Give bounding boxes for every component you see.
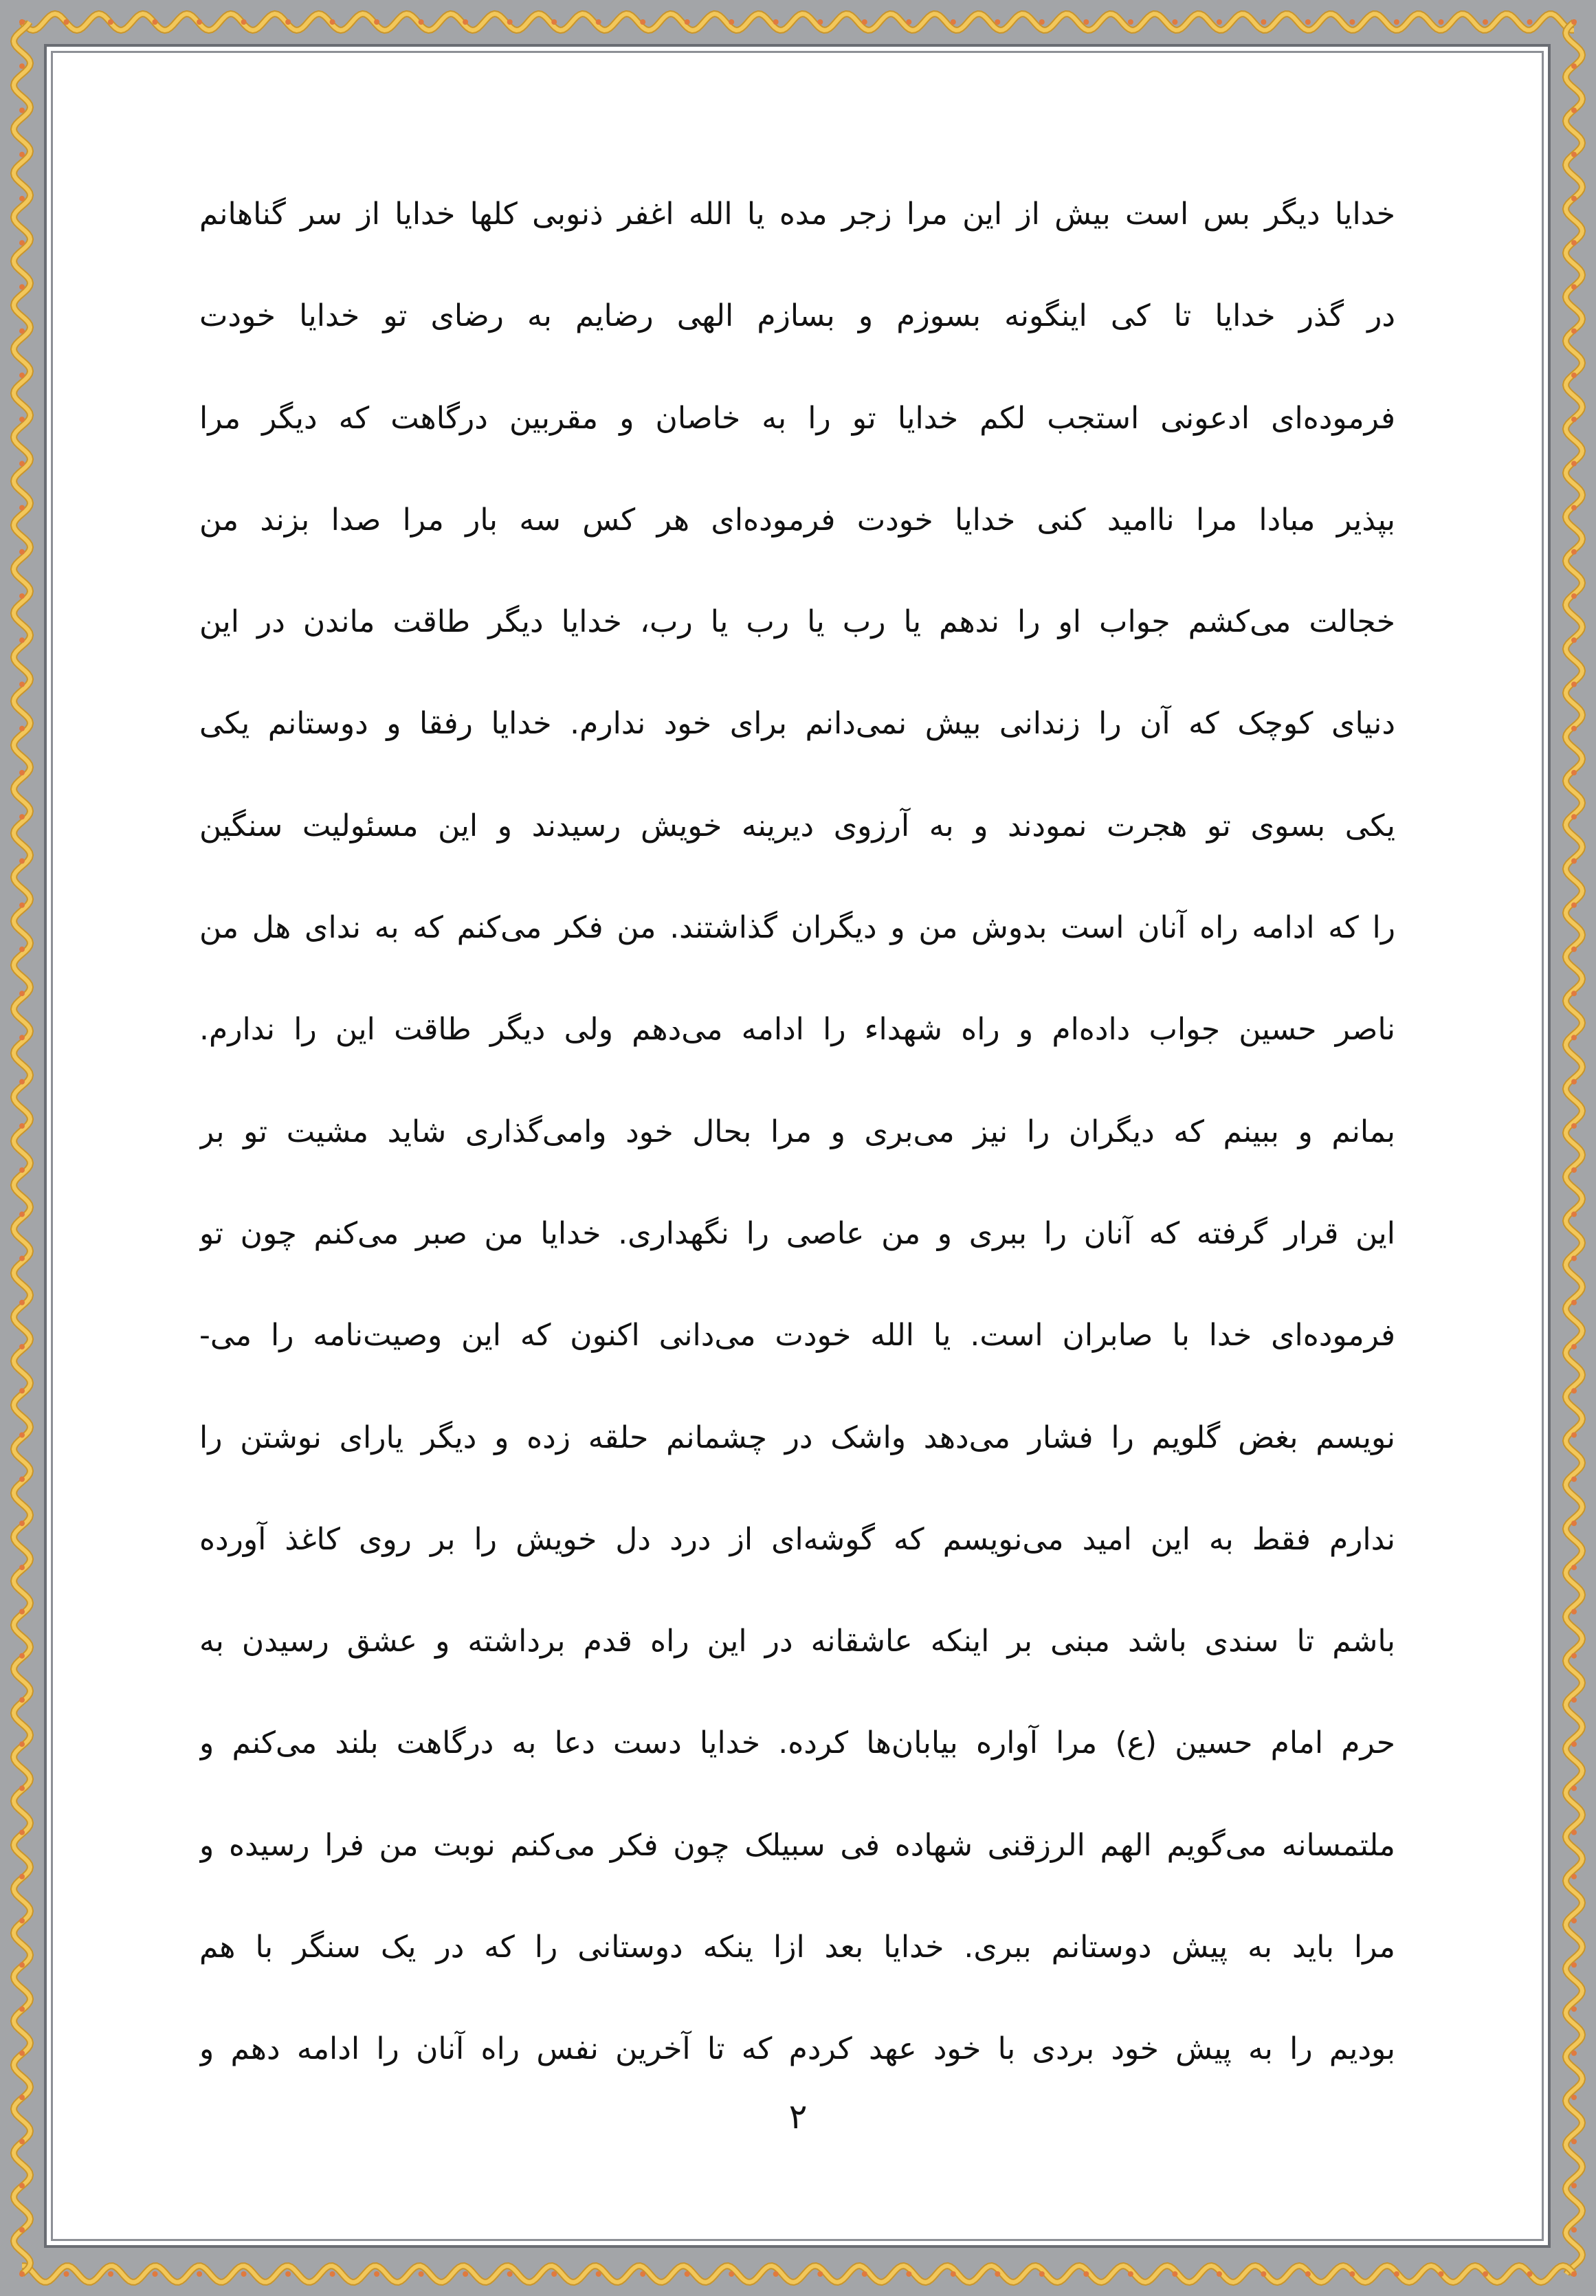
text-line: این قرار گرفته که آنان را ببری و من عاصی را نگهداری. خدایا من صبر می‌کنم چون تو <box>199 1215 1395 1251</box>
border-dot <box>1571 2183 1577 2189</box>
border-dot <box>285 2271 291 2277</box>
border-dot <box>19 284 25 289</box>
border-dot <box>19 1962 25 1967</box>
border-dot <box>64 19 69 25</box>
border-dot <box>906 2271 911 2277</box>
text-line: ندارم فقط به این امید می‌نویسم که گوشه‌ای از درد دل خویش را بر روی کاغذ آورده <box>199 1521 1395 1557</box>
border-dot <box>551 19 557 25</box>
border-dot <box>1571 240 1577 245</box>
border-dot <box>19 1211 25 1217</box>
text-line: یکی بسوی تو هجرت نمودند و به آرزوی دیرینه خویش رسیدند و این مسئولیت سنگین <box>199 808 1395 843</box>
border-dot <box>1571 593 1577 599</box>
border-dot <box>951 2271 956 2277</box>
text-line: نویسم بغض گلویم را فشار می‌دهد واشک در چشمانم حلقه زده و دیگر یارای نوشتن را <box>199 1420 1395 1455</box>
border-dot <box>374 19 379 25</box>
border-dot <box>995 19 1000 25</box>
border-dot <box>1571 682 1577 687</box>
border-dot <box>1571 373 1577 378</box>
border-dot <box>19 2227 25 2233</box>
border-dot <box>285 19 291 25</box>
border-dot <box>19 1433 25 1438</box>
border-dot <box>1571 1344 1577 1349</box>
border-dot <box>19 770 25 775</box>
text-line: ناصر حسین جواب داده‌ام و راه شهداء را ادامه می‌دهم ولی دیگر طاقت این را ندارم. <box>199 1012 1395 1048</box>
border-dot <box>1571 549 1577 555</box>
text-line: فرموده‌ای خدا با صابران است. یا الله خودت می‌دانی اکنون که این وصیت‌نامه را می- <box>199 1318 1395 1354</box>
text-line: دنیای کوچک که آن را زندانی بیش نمی‌دانم برای خود ندارم. خدایا رفقا و دوستانم یکی <box>199 706 1395 742</box>
border-dot <box>1128 19 1133 25</box>
border-dot <box>1571 991 1577 996</box>
border-dot <box>1039 19 1045 25</box>
text-line: را که ادامه راه آنان است بدوش من و دیگران گذاشتند. من فکر می‌کنم که به ندای هل من <box>199 910 1395 946</box>
border-dot <box>1394 2271 1399 2277</box>
border-dot <box>1483 2271 1488 2277</box>
border-dot <box>596 19 601 25</box>
border-dot <box>862 2271 867 2277</box>
border-dot <box>108 19 113 25</box>
border-dot <box>906 19 911 25</box>
border-dot <box>463 19 468 25</box>
border-dot <box>19 549 25 555</box>
border-dot <box>1571 417 1577 422</box>
border-dot <box>1571 1256 1577 1261</box>
border-dot <box>1571 63 1577 69</box>
border-dot <box>1571 1477 1577 1482</box>
border-dot <box>1261 2271 1266 2277</box>
border-dot <box>1439 19 1444 25</box>
border-dot <box>729 19 734 25</box>
border-dot <box>685 19 690 25</box>
border-dot <box>1128 2271 1133 2277</box>
border-dot <box>1571 1653 1577 1659</box>
border-dot <box>241 19 247 25</box>
border-dot <box>1571 1035 1577 1040</box>
text-line: خجالت می‌کشم جواب او را ندهم یا رب یا رب یا رب، خدایا دیگر طاقت ماندن در این <box>199 604 1395 640</box>
border-dot <box>19 1388 25 1393</box>
border-dot <box>1571 1211 1577 1217</box>
text-line: بپذیر مبادا مرا ناامید کنی خدایا خودت فرموده‌ای هر کس سه بار مرا صدا بزند من <box>199 502 1395 538</box>
border-dot <box>1571 1741 1577 1747</box>
border-dot <box>19 1741 25 1747</box>
border-dot <box>1571 637 1577 643</box>
border-dot <box>19 1785 25 1791</box>
border-dot <box>108 2271 113 2277</box>
border-dot <box>685 2271 690 2277</box>
border-dot <box>1083 2271 1089 2277</box>
border-dot <box>419 2271 424 2277</box>
text-line: باشم تا سندی باشد مبنی بر اینکه عاشقانه در این راه قدم برداشته و عشق رسیدن به <box>199 1624 1395 1659</box>
border-dot <box>862 19 867 25</box>
border-dot <box>596 2271 601 2277</box>
border-dot <box>19 2007 25 2012</box>
border-dot <box>1571 1388 1577 1393</box>
border-dot <box>1571 461 1577 466</box>
border-dot <box>374 2271 379 2277</box>
border-dot <box>1394 19 1399 25</box>
border-dot <box>19 814 25 819</box>
border-dot <box>1571 1918 1577 1923</box>
border-dot <box>19 2139 25 2144</box>
text-line: فرموده‌ای ادعونی استجب لکم خدایا تو را به خاصان و مقربین درگاهت که دیگر مرا <box>199 400 1395 436</box>
border-dot <box>19 1079 25 1085</box>
border-dot <box>507 19 513 25</box>
text-line: خدایا دیگر بس است بیش از این مرا زجر مده یا الله اغفر ذنوبی کلها خدایا از سر گناهانم <box>199 197 1395 232</box>
border-dot <box>1571 329 1577 334</box>
border-dot <box>19 240 25 245</box>
border-dot <box>463 2271 468 2277</box>
border-dot <box>19 19 25 25</box>
border-dot <box>19 1035 25 1040</box>
border-dot <box>1349 19 1355 25</box>
border-dot <box>19 1123 25 1129</box>
border-dot <box>19 1653 25 1659</box>
border-dot <box>19 991 25 996</box>
border-dot <box>19 417 25 422</box>
border-dot <box>773 2271 779 2277</box>
border-dot <box>19 152 25 157</box>
border-dot <box>1083 19 1089 25</box>
border-dot <box>1571 152 1577 157</box>
border-dot <box>1571 1123 1577 1129</box>
border-dot <box>1571 1697 1577 1703</box>
border-dot <box>1571 726 1577 731</box>
border-dot <box>951 19 956 25</box>
body-text <box>199 164 1395 2101</box>
border-dot <box>19 1609 25 1615</box>
border-dot <box>330 2271 335 2277</box>
border-dot <box>1527 2271 1533 2277</box>
border-dot <box>19 505 25 511</box>
border-dot <box>1571 2271 1577 2277</box>
border-dot <box>1571 1609 1577 1615</box>
border-dot <box>19 947 25 952</box>
border-dot <box>241 2271 247 2277</box>
border-dot <box>19 726 25 731</box>
border-dot <box>1571 284 1577 289</box>
border-dot <box>1439 2271 1444 2277</box>
border-dot <box>19 1167 25 1173</box>
text-line: بودیم را به پیش خود بردی با خود عهد کردم که تا آخرین نفس راه آنان را ادامه دهم و <box>199 2031 1395 2067</box>
border-dot <box>1571 1433 1577 1438</box>
border-dot <box>1527 19 1533 25</box>
border-vine-highlight-top <box>22 14 1574 30</box>
border-dot <box>1571 1830 1577 1835</box>
border-dot <box>1571 1565 1577 1570</box>
border-dot <box>1571 2227 1577 2233</box>
border-dot <box>64 2271 69 2277</box>
border-dot <box>1571 2139 1577 2144</box>
border-dot <box>19 903 25 908</box>
border-dot <box>19 1565 25 1570</box>
border-dot <box>19 2051 25 2056</box>
border-dot <box>1261 19 1266 25</box>
text-line: مرا باید به پیش دوستانم ببری. خدایا بعد ازا ینکه دوستانی را که در یک سنگر با هم <box>199 1930 1395 1965</box>
border-dot <box>153 19 158 25</box>
border-dot <box>1172 19 1177 25</box>
border-dot <box>19 1256 25 1261</box>
border-dot <box>1217 2271 1222 2277</box>
border-dot <box>19 329 25 334</box>
border-dot <box>551 2271 557 2277</box>
border-dot <box>330 19 335 25</box>
border-dot <box>1571 1874 1577 1879</box>
border-dot <box>1571 2051 1577 2056</box>
border-dot <box>507 2271 513 2277</box>
text-line: حرم امام حسین (ع) مرا آواره بیابان‌ها کرده. خدایا دست دعا به درگاهت بلند می‌کنم و <box>199 1725 1395 1761</box>
border-dot <box>19 63 25 69</box>
border-dot <box>995 2271 1000 2277</box>
border-dot <box>19 637 25 643</box>
border-dot <box>1305 2271 1311 2277</box>
border-dot <box>19 2271 25 2277</box>
border-dot <box>1571 859 1577 864</box>
border-dot <box>1571 947 1577 952</box>
border-dot <box>19 2183 25 2189</box>
border-dot <box>1571 505 1577 511</box>
border-dot <box>1571 1079 1577 1085</box>
border-dot <box>1571 108 1577 113</box>
border-dot <box>19 593 25 599</box>
border-dot <box>19 108 25 113</box>
text-line: ملتمسانه می‌گویم الهم الرزقنی شهاده فی سبیلک چون فکر می‌کنم نوبت من فرا رسیده و <box>199 1827 1395 1863</box>
border-dot <box>19 1697 25 1703</box>
text-line: بمانم و ببینم که دیگران را نیز می‌بری و مرا بحال خود وامی‌گذاری شاید مشیت تو بر <box>199 1114 1395 1149</box>
border-dot <box>19 461 25 466</box>
border-dot <box>1571 1521 1577 1526</box>
border-dot <box>1349 2271 1355 2277</box>
border-dot <box>1571 1785 1577 1791</box>
border-dot <box>1571 1300 1577 1305</box>
border-dot <box>640 2271 645 2277</box>
border-dot <box>1305 19 1311 25</box>
border-dot <box>817 2271 823 2277</box>
border-dot <box>19 859 25 864</box>
border-dot <box>19 1477 25 1482</box>
border-dot <box>197 2271 202 2277</box>
border-dot <box>419 19 424 25</box>
border-dot <box>1571 2007 1577 2012</box>
border-dot <box>19 1344 25 1349</box>
border-dot <box>817 19 823 25</box>
border-dot <box>1483 19 1488 25</box>
border-dot <box>1571 1962 1577 1967</box>
border-dot <box>1217 19 1222 25</box>
border-dot <box>1571 1167 1577 1173</box>
border-dot <box>1571 19 1577 25</box>
border-dot <box>19 1300 25 1305</box>
border-dot <box>19 682 25 687</box>
border-vine-highlight-bottom <box>22 2266 1574 2282</box>
border-dot <box>729 2271 734 2277</box>
border-dot <box>19 373 25 378</box>
text-line: در گذر خدایا تا کی اینگونه بسوزم و بسازم الهی رضایم به رضای تو خدایا خودت <box>199 298 1395 334</box>
border-dot <box>773 19 779 25</box>
border-dot <box>1571 196 1577 201</box>
border-dot <box>1571 903 1577 908</box>
border-dot <box>19 1521 25 1526</box>
border-dot <box>19 1918 25 1923</box>
border-dot <box>1571 770 1577 775</box>
border-dot <box>1039 2271 1045 2277</box>
border-dot <box>19 1874 25 1879</box>
border-dot <box>153 2271 158 2277</box>
page-number: ۲ <box>788 2097 808 2137</box>
border-dot <box>640 19 645 25</box>
border-dot <box>19 1830 25 1835</box>
border-dot <box>1172 2271 1177 2277</box>
border-dot <box>197 19 202 25</box>
border-dot <box>19 196 25 201</box>
border-dot <box>1571 814 1577 819</box>
